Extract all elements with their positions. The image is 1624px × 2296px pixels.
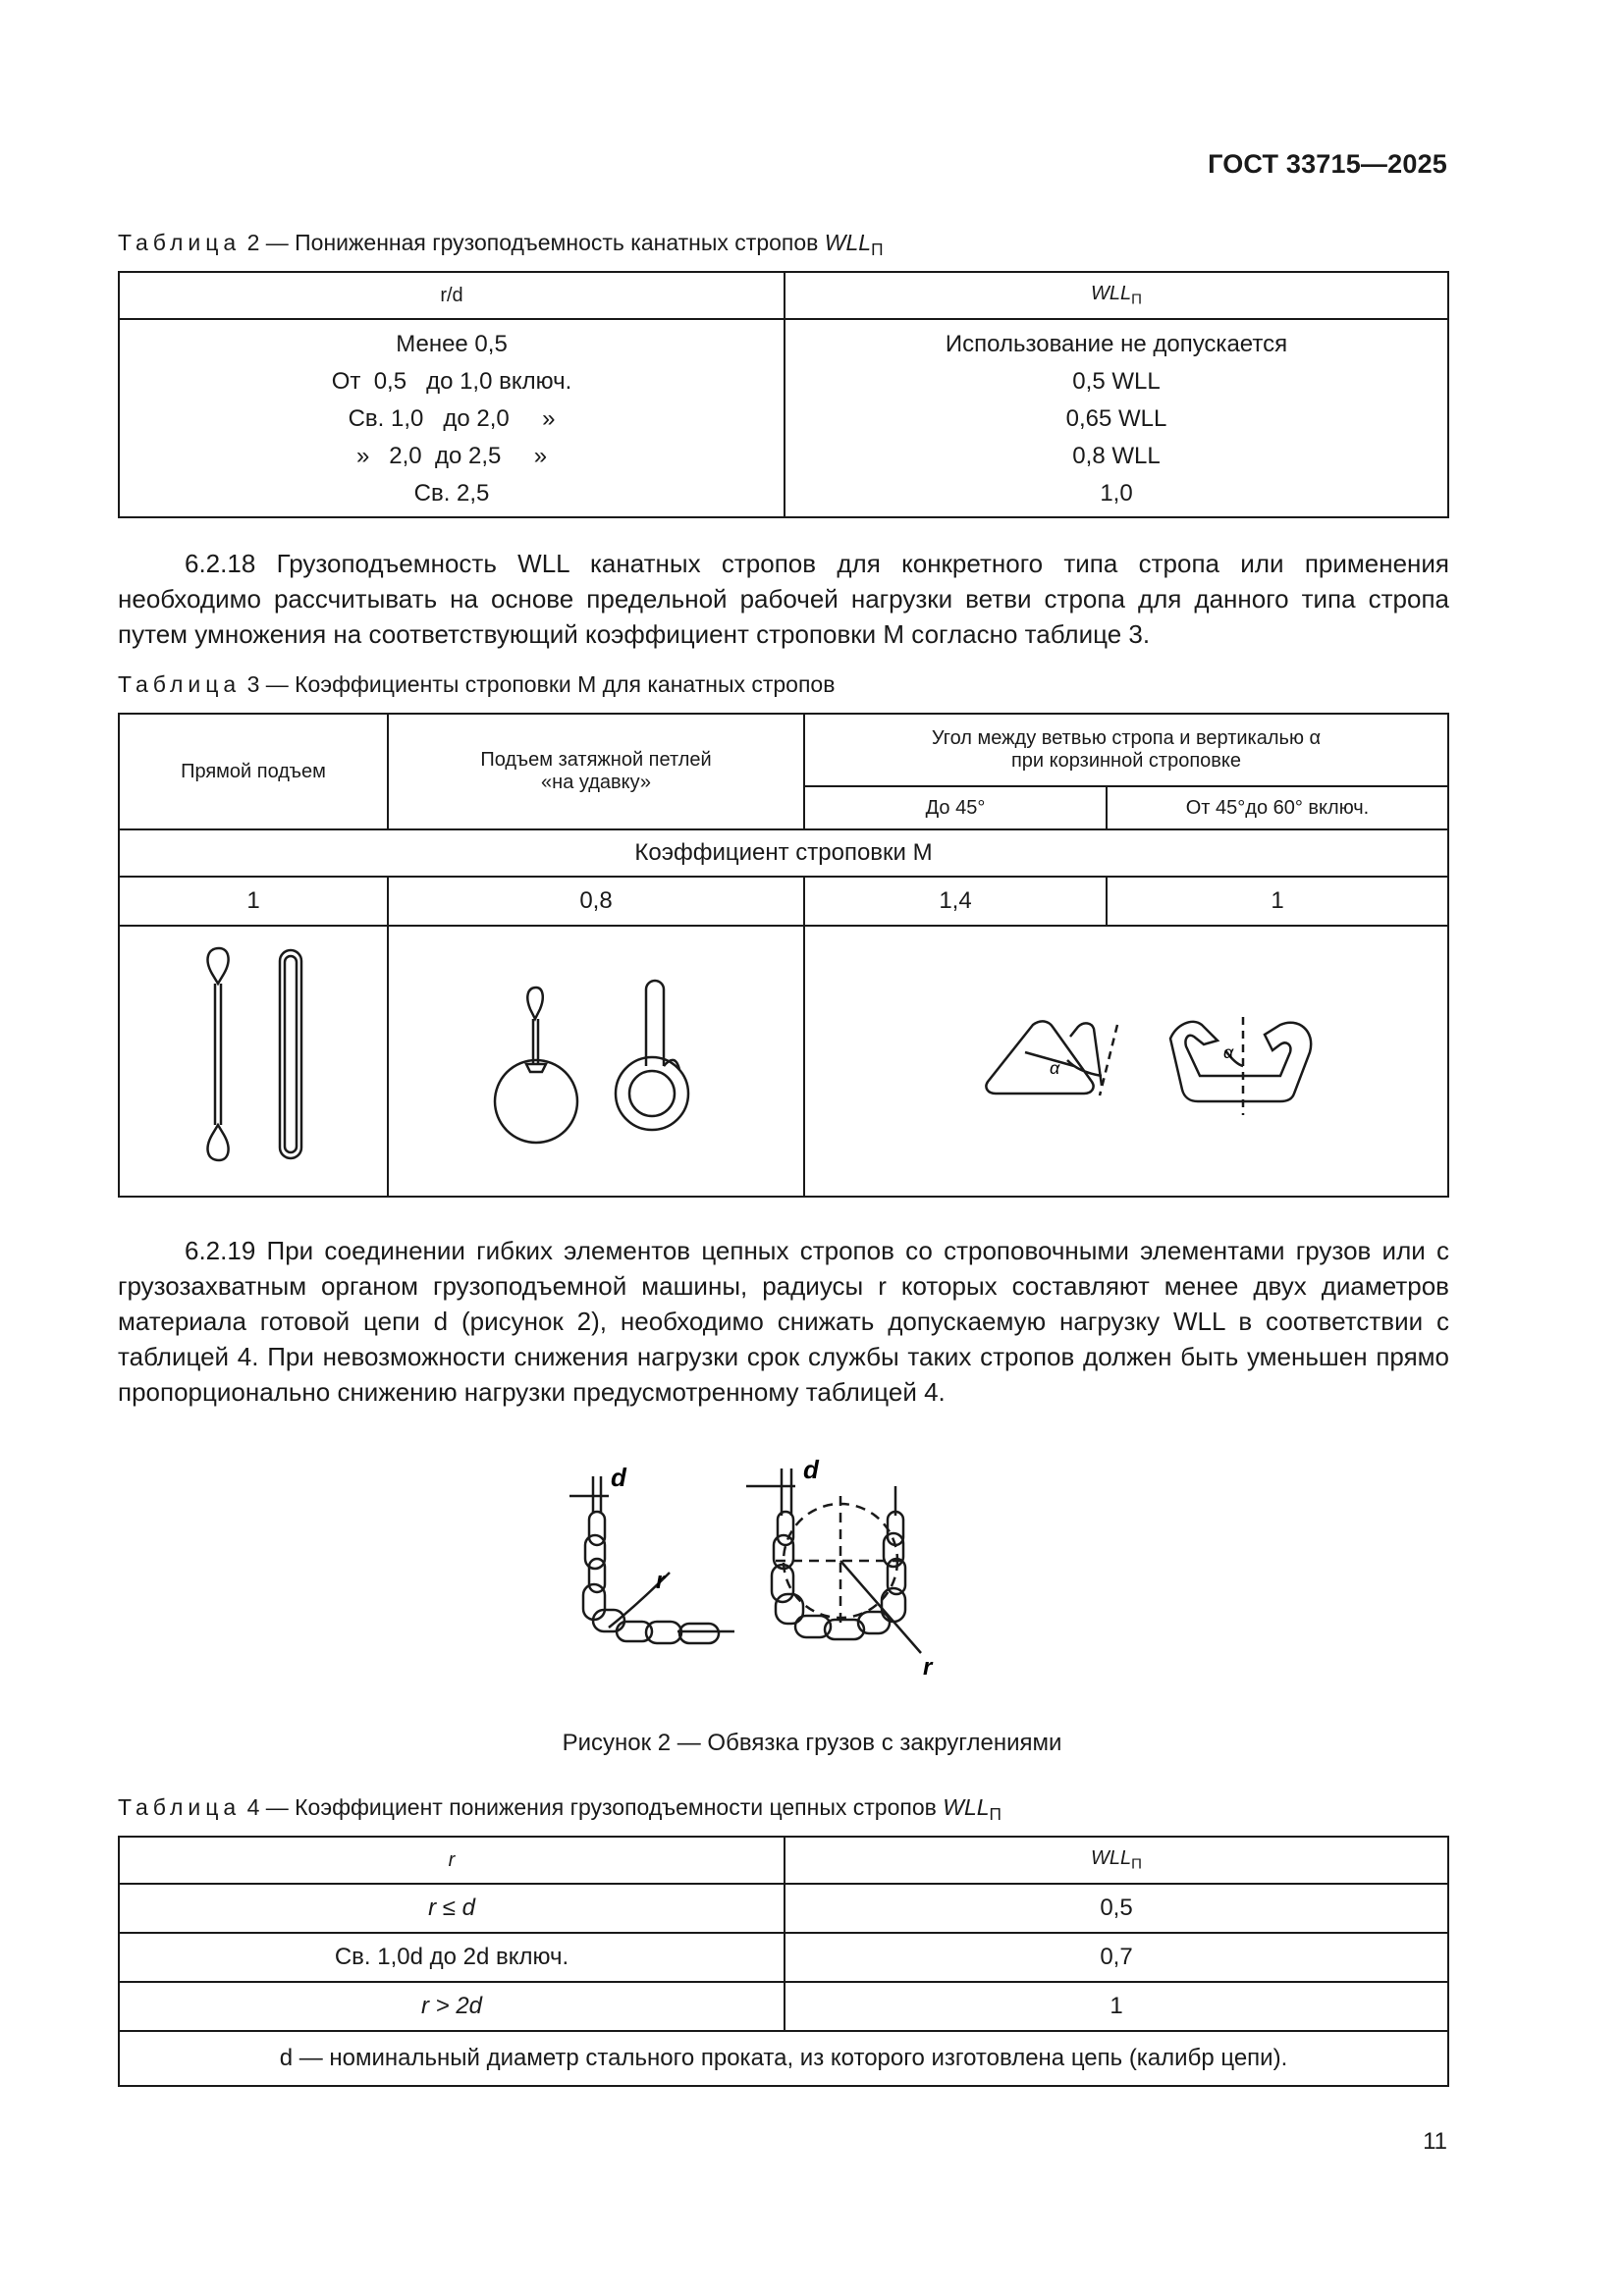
alpha-label: α (1050, 1058, 1060, 1078)
table3-value-angle-low: 1,4 (804, 877, 1107, 926)
table2-caption (118, 230, 883, 260)
table2-rd-cell (119, 319, 785, 517)
table3-header-angle-line1: Угол между ветвью стропа и вертикалью α (931, 727, 1322, 749)
table2-col-wll-sub: П (1131, 291, 1142, 308)
paragraph-6-2-18 (118, 546, 1449, 652)
table3-drawing-direct (119, 926, 388, 1197)
chain-link (593, 1610, 624, 1631)
table2-col-wll-text: WLL (1091, 283, 1132, 305)
table2-title-wll: WLL (824, 230, 872, 255)
table4-caption (118, 1794, 1001, 1825)
table4-wll-value: 1 (785, 1982, 1448, 2031)
paragraph-6-2-19 (118, 1233, 1449, 1410)
table2-rd-value: Св. 1,0 до 2,0 » (348, 405, 556, 432)
table3-header-sub1: До 45° (804, 786, 1107, 829)
basket-hitch-drawing (807, 927, 1445, 1190)
label-r: r (923, 1654, 933, 1681)
table3-header-sub2: От 45°до 60° включ. (1107, 786, 1448, 829)
table2-title-sub: П (871, 240, 884, 260)
label-d: d (803, 1457, 819, 1484)
table3-header-choke-line2: «на удавку» (541, 772, 651, 793)
choke-hitch-drawing (389, 927, 803, 1190)
label-r: r (656, 1568, 666, 1594)
table3-label: Таблица (118, 671, 242, 697)
table2-rd-value: Менее 0,5 (396, 331, 508, 357)
paragraph-6-2-19-text: 6.2.19 При соединении гибких элементов цепных стропов со строповочными элементами грузов или с грузозахватным органом грузоподъемной машины, радиусы r которых составляют менее двух диаметров материала готовой цепи d (рисунок 2), необходимо снижать допускаемую нагрузку WLL в соответствии с таблицей 4. При невозможности снижения нагрузки срок службы таких стропов должен быть уменьшен прямо пропорционально снижению нагрузки предусмотренному таблицей 4. (118, 1236, 1449, 1407)
table4-r-text: r > 2d (420, 1993, 483, 2019)
table4-footnote: d — номинальный диаметр стального проката, из которого изготовлена цепь (калибр цепи). (119, 2031, 1448, 2086)
label-d: d (611, 1463, 626, 1492)
table2-rd-value: Св. 2,5 (413, 480, 490, 507)
choke-knot (526, 1064, 546, 1072)
table4-wll-value: 0,7 (785, 1933, 1448, 1982)
table3-value-direct: 1 (119, 877, 388, 926)
table2-col-wll-header (785, 272, 1448, 319)
table4-col-r-header: r (119, 1837, 785, 1884)
table4 (118, 1836, 1449, 2087)
table3-header-choke-line1: Подъем затяжной петлей (480, 749, 712, 771)
table3-value-angle-high: 1 (1107, 877, 1448, 926)
table2-rd-value: От 0,5 до 1,0 включ. (331, 368, 572, 395)
table3 (118, 713, 1449, 1198)
sling-eye-top (208, 948, 229, 984)
table2-wll-value: 0,8 WLL (1072, 443, 1161, 469)
table4-title-sub: П (989, 1804, 1001, 1825)
choke-eye (527, 988, 542, 1019)
table2-wll-value: 1,0 (1100, 480, 1133, 507)
sling-eye-bottom (208, 1125, 229, 1160)
standard-designation: ГОСТ 33715—2025 (1208, 149, 1447, 179)
endless-sling (280, 950, 301, 1158)
table4-title-wll: WLL (943, 1794, 990, 1820)
page-number: 11 (1423, 2128, 1447, 2155)
table2-label: Таблица (118, 230, 242, 255)
basket-sling-shackle (1170, 1022, 1311, 1101)
table2-wll-cell (785, 319, 1448, 517)
table2-wll-value: 0,65 WLL (1065, 405, 1167, 432)
table3-title: 3 — Коэффициенты строповки M для канатных стропов (246, 671, 836, 697)
basket-sling-leg (1070, 1023, 1102, 1086)
chain-link (888, 1512, 903, 1545)
table3-header-direct: Прямой подъем (119, 714, 388, 829)
table2-rd-value: » 2,0 до 2,5 » (355, 443, 548, 469)
table2-wll-value: 0,5 WLL (1072, 368, 1161, 395)
table4-r-value (119, 1982, 785, 2031)
table3-value-choke: 0,8 (388, 877, 804, 926)
table4-wll-value: 0,5 (785, 1884, 1448, 1933)
table3-drawing-choke (388, 926, 804, 1197)
chain-link (585, 1535, 605, 1569)
choke-ring-outer (616, 1057, 688, 1130)
table4-r-text: r ≤ d (428, 1895, 475, 1921)
choke-sling-strap (646, 981, 664, 1066)
table2-col-rd-header: r/d (119, 272, 785, 319)
table2-wll-value: Использование не допускается (945, 331, 1288, 357)
paragraph-6-2-18-text: 6.2.18 Грузоподъемность WLL канатных стропов для конкретного типа стропа или применения необходимо рассчитывать на основе предельной рабочей нагрузки ветви стропа для данного типа стропа путем умножения на соответствующий коэффициент строповки M согласно таблице 3. (118, 549, 1449, 649)
table4-r-value: Св. 1,0d до 2d включ. (119, 1933, 785, 1982)
figure2-chain-drawing (550, 1457, 1021, 1712)
table3-coef-label: Коэффициент строповки M (119, 829, 1448, 877)
table3-caption (118, 671, 835, 698)
table4-col-wll-text: WLL (1091, 1847, 1132, 1870)
straight-lift-sling-drawing (120, 927, 387, 1190)
table2-title: 2 — Пониженная грузоподъемность канатных стропов (246, 230, 825, 255)
table4-r-value (119, 1884, 785, 1933)
chain-link (679, 1624, 719, 1643)
table3-header-choke (388, 714, 804, 829)
table4-col-wll-sub: П (1131, 1855, 1142, 1873)
figure2-caption: Рисунок 2 — Обвязка грузов с закруглениями (562, 1730, 1062, 1756)
table2 (118, 271, 1449, 518)
table4-label: Таблица (118, 1794, 242, 1820)
table4-col-wll-header (785, 1837, 1448, 1884)
choke-ring-inner (629, 1071, 675, 1116)
table3-header-angle (804, 714, 1448, 786)
endless-sling-inner (285, 956, 297, 1152)
table4-title: 4 — Коэффициент понижения грузоподъемности цепных стропов (246, 1794, 944, 1820)
table3-drawing-basket (804, 926, 1448, 1197)
basket-vertical-axis (1100, 1025, 1117, 1095)
alpha-label: α (1223, 1042, 1234, 1062)
table3-header-angle-line2: при корзинной строповке (1010, 750, 1242, 772)
